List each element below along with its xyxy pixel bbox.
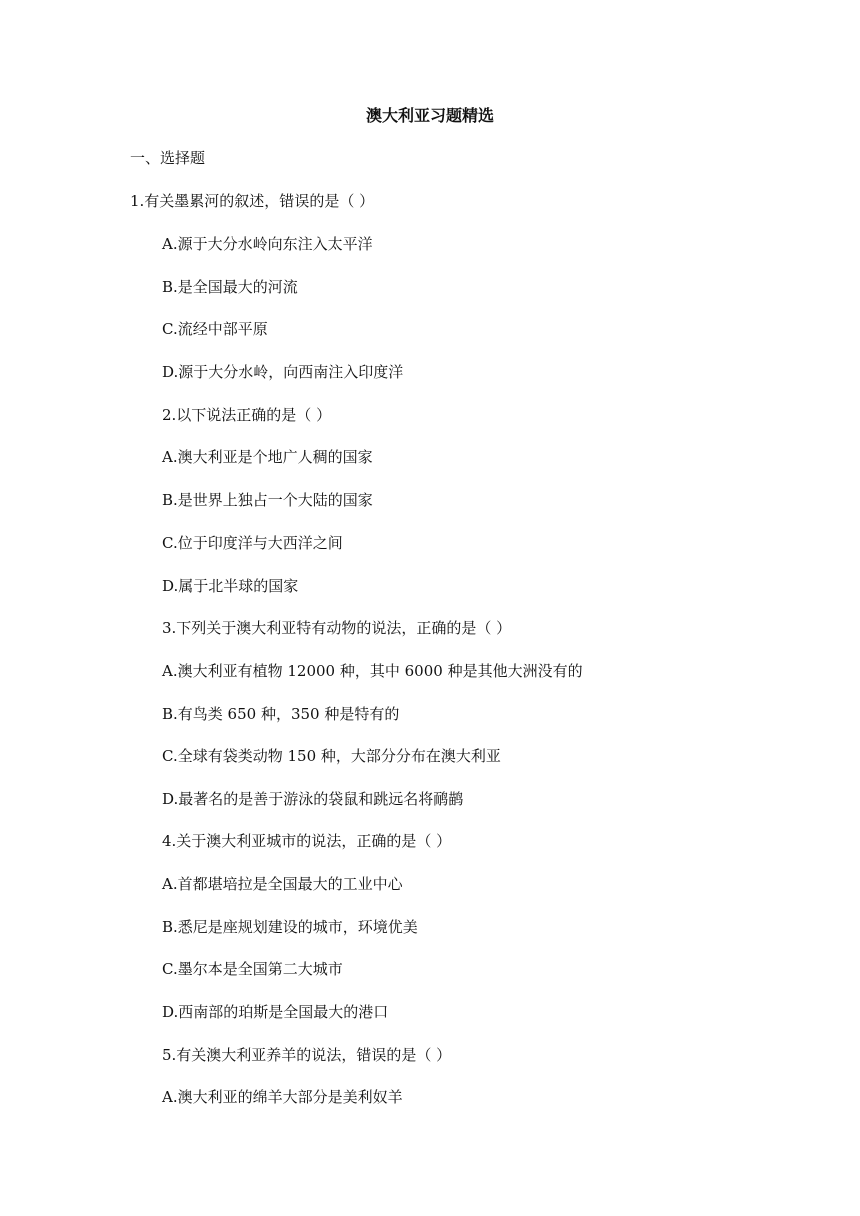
- question-1-option-c: C.流经中部平原: [162, 320, 268, 338]
- question-2-option-a: A.澳大利亚是个地广人稠的国家: [162, 448, 373, 466]
- question-4-stem: 4.关于澳大利亚城市的说法，正确的是（ ）: [162, 832, 452, 850]
- question-1-option-b: B.是全国最大的河流: [162, 278, 298, 296]
- question-1-option-a: A.源于大分水岭向东注入太平洋: [162, 235, 373, 253]
- question-2-stem: 2.以下说法正确的是（ ）: [162, 406, 332, 424]
- section-heading: 一、选择题: [130, 149, 206, 167]
- question-4-option-c: C.墨尔本是全国第二大城市: [162, 960, 343, 978]
- question-3-option-c: C.全球有袋类动物 150 种，大部分分布在澳大利亚: [162, 747, 501, 765]
- question-1-stem: 1.有关墨累河的叙述，错误的是（ ）: [130, 192, 375, 210]
- question-5-stem: 5.有关澳大利亚养羊的说法，错误的是（ ）: [162, 1046, 452, 1064]
- question-2-option-b: B.是世界上独占一个大陆的国家: [162, 491, 373, 509]
- document-title: 澳大利亚习题精选: [365, 106, 494, 125]
- question-3-option-a: A.澳大利亚有植物 12000 种，其中 6000 种是其他大洲没有的: [162, 662, 583, 680]
- question-1-option-d: D.源于大分水岭，向西南注入印度洋: [162, 363, 404, 381]
- question-4-option-d: D.西南部的珀斯是全国最大的港口: [162, 1003, 389, 1021]
- question-4-option-a: A.首都堪培拉是全国最大的工业中心: [162, 875, 403, 893]
- question-2-option-d: D.属于北半球的国家: [162, 577, 299, 595]
- question-4-option-b: B.悉尼是座规划建设的城市，环境优美: [162, 918, 418, 936]
- question-3-option-b: B.有鸟类 650 种，350 种是特有的: [162, 705, 400, 723]
- question-3-stem: 3.下列关于澳大利亚特有动物的说法，正确的是（ ）: [162, 619, 512, 637]
- question-5-option-a: A.澳大利亚的绵羊大部分是美利奴羊: [162, 1088, 403, 1106]
- question-2-option-c: C.位于印度洋与大西洋之间: [162, 534, 343, 552]
- question-3-option-d: D.最著名的是善于游泳的袋鼠和跳远名将鸸鹋: [162, 790, 464, 808]
